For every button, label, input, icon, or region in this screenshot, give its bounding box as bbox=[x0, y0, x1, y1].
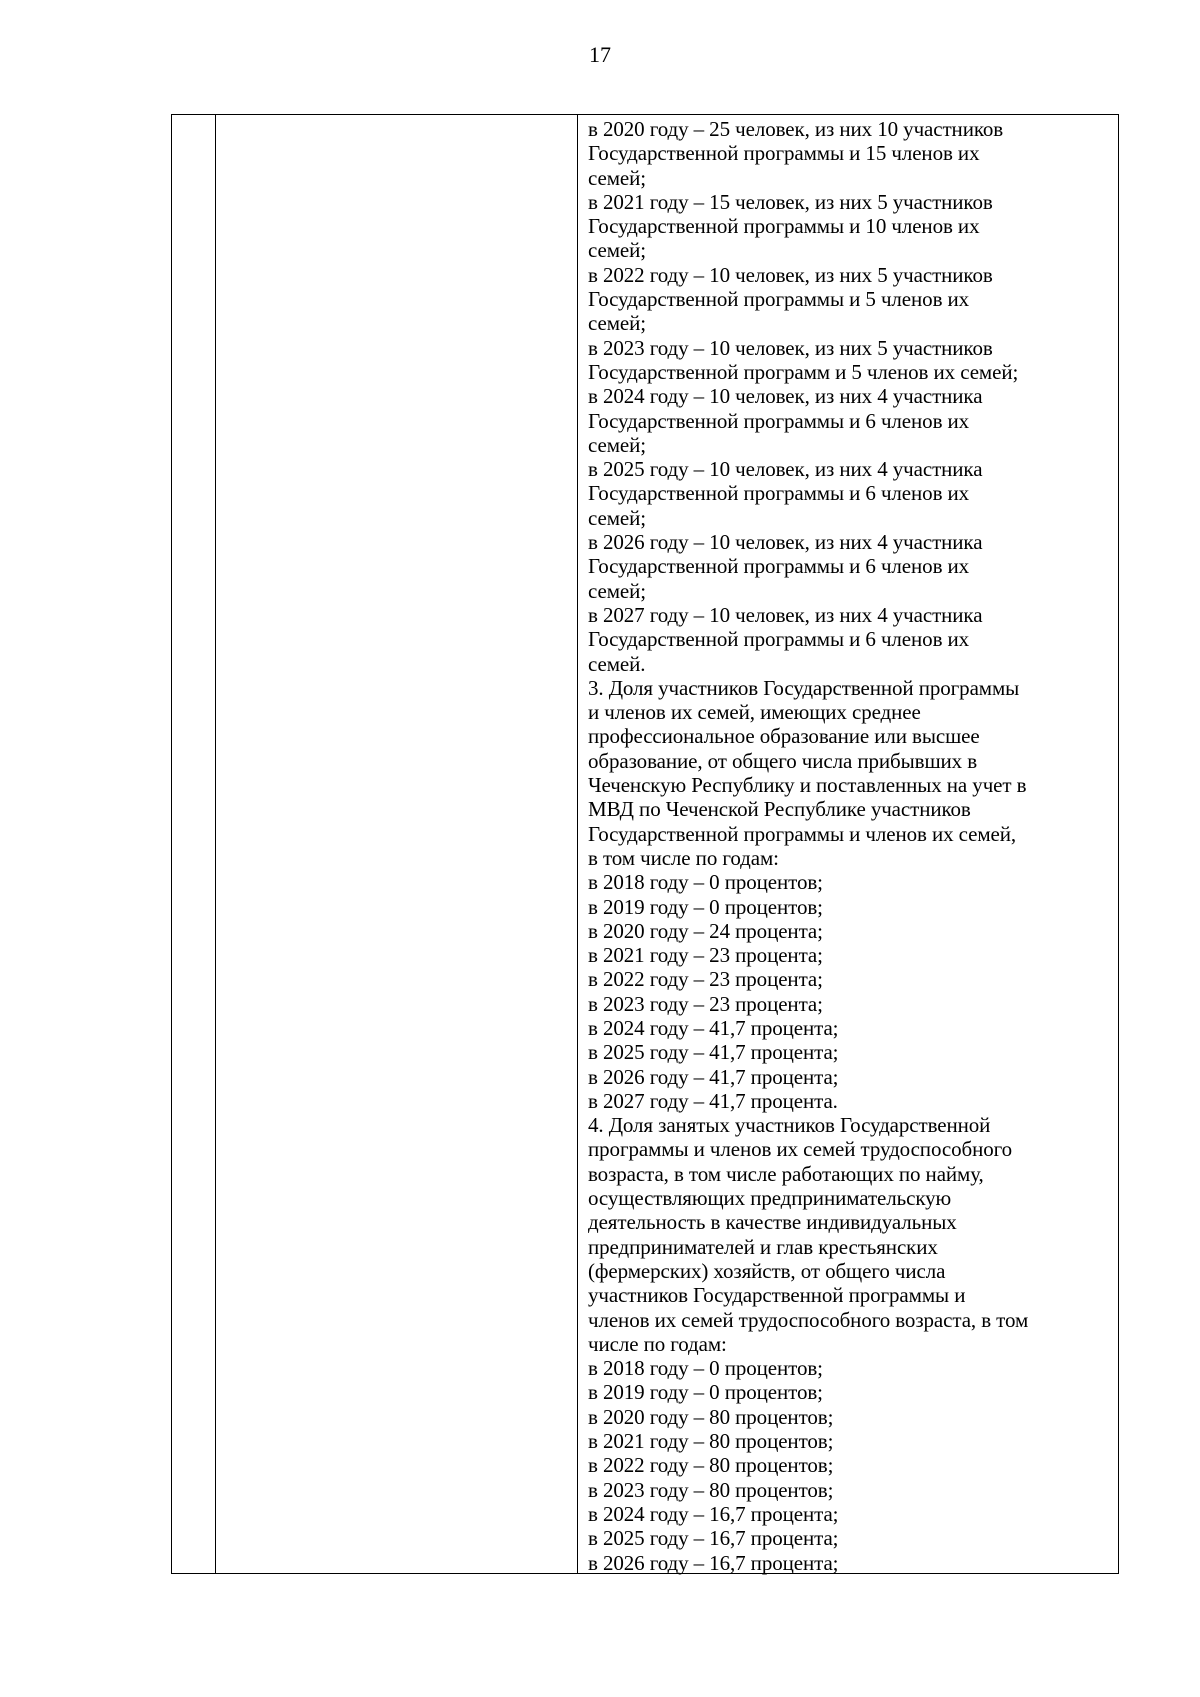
text-line: участников Государственной программы и bbox=[588, 1283, 966, 1308]
text-line: в 2020 году – 80 процентов; bbox=[588, 1404, 834, 1429]
text-line: Чеченскую Республику и поставленных на учет в bbox=[588, 773, 1027, 798]
text-line: в 2018 году – 0 процентов; bbox=[588, 870, 823, 895]
text-line: Государственной программы и 6 членов их bbox=[588, 481, 970, 506]
text-line: в 2021 году – 23 процента; bbox=[588, 943, 823, 968]
text-line: деятельность в качестве индивидуальных bbox=[588, 1210, 957, 1235]
text-line: осуществляющих предпринимательскую bbox=[588, 1186, 952, 1211]
text-line: в 2022 году – 10 человек, из них 5 участников bbox=[588, 262, 993, 287]
text-line: в 2025 году – 10 человек, из них 4 участника bbox=[588, 457, 983, 482]
table-column-divider-1 bbox=[215, 115, 216, 1573]
text-line: в 2026 году – 41,7 процента; bbox=[588, 1064, 839, 1089]
text-line: семей; bbox=[588, 165, 646, 190]
text-line: Государственной программ и 5 членов их семей; bbox=[588, 359, 1019, 384]
text-line: в 2020 году – 25 человек, из них 10 участников bbox=[588, 117, 1004, 141]
text-line: Государственной программы и 10 членов их bbox=[588, 214, 980, 239]
text-line: в 2025 году – 16,7 процента; bbox=[588, 1526, 839, 1551]
text-line: семей. bbox=[588, 651, 646, 676]
text-line: в 2026 году – 16,7 процента; bbox=[588, 1550, 839, 1575]
text-line: Государственной программы и 5 членов их bbox=[588, 287, 970, 312]
text-line: в 2024 году – 41,7 процента; bbox=[588, 1015, 839, 1040]
text-line: в 2027 году – 10 человек, из них 4 участника bbox=[588, 602, 983, 627]
text-line: в 2020 году – 24 процента; bbox=[588, 918, 823, 943]
document-table bbox=[171, 114, 1119, 1574]
text-line: семей; bbox=[588, 238, 646, 263]
text-line: в 2026 году – 10 человек, из них 4 участника bbox=[588, 530, 983, 555]
text-line: членов их семей трудоспособного возраста, в том bbox=[588, 1307, 1029, 1332]
text-line: в 2022 году – 23 процента; bbox=[588, 967, 823, 992]
text-line: числе по годам: bbox=[588, 1331, 727, 1356]
text-line: профессиональное образование или высшее bbox=[588, 724, 980, 749]
text-line: Государственной программы и 15 членов их bbox=[588, 141, 980, 166]
text-line: 3. Доля участников Государственной программы bbox=[588, 675, 1020, 700]
text-line: в 2023 году – 10 человек, из них 5 участников bbox=[588, 335, 993, 360]
text-line: в 2019 году – 0 процентов; bbox=[588, 894, 823, 919]
text-line: Государственной программы и 6 членов их bbox=[588, 554, 970, 579]
text-line: в 2025 году – 41,7 процента; bbox=[588, 1040, 839, 1065]
text-line: в 2023 году – 23 процента; bbox=[588, 991, 823, 1016]
text-line: в том числе по годам: bbox=[588, 845, 779, 870]
text-line: в 2023 году – 80 процентов; bbox=[588, 1477, 834, 1502]
text-line: семей; bbox=[588, 311, 646, 336]
text-line: Государственной программы и 6 членов их bbox=[588, 408, 970, 433]
text-line: семей; bbox=[588, 432, 646, 457]
text-line: образование, от общего числа прибывших в bbox=[588, 748, 978, 773]
text-line: предпринимателей и глав крестьянских bbox=[588, 1234, 938, 1259]
text-line: в 2021 году – 15 человек, из них 5 участников bbox=[588, 189, 993, 214]
text-line: семей; bbox=[588, 505, 646, 530]
text-line: Государственной программы и членов их семей, bbox=[588, 821, 1017, 846]
text-line: и членов их семей, имеющих среднее bbox=[588, 700, 921, 725]
text-line: в 2018 году – 0 процентов; bbox=[588, 1356, 823, 1381]
text-line: Государственной программы и 6 членов их bbox=[588, 627, 970, 652]
text-line: 4. Доля занятых участников Государственной bbox=[588, 1113, 991, 1138]
text-line: в 2019 году – 0 процентов; bbox=[588, 1380, 823, 1405]
text-line: в 2022 году – 80 процентов; bbox=[588, 1453, 834, 1478]
text-line: в 2024 году – 10 человек, из них 4 участника bbox=[588, 384, 983, 409]
text-line: МВД по Чеченской Республике участников bbox=[588, 797, 971, 822]
text-line: (фермерских) хозяйств, от общего числа bbox=[588, 1258, 946, 1283]
text-line: возраста, в том числе работающих по найму, bbox=[588, 1161, 984, 1186]
text-line: семей; bbox=[588, 578, 646, 603]
text-line: в 2021 году – 80 процентов; bbox=[588, 1429, 834, 1454]
indicator-values-cell bbox=[588, 117, 1116, 1575]
table-column-divider-2 bbox=[577, 115, 578, 1573]
text-line: в 2024 году – 16,7 процента; bbox=[588, 1501, 839, 1526]
text-line: в 2027 году – 41,7 процента. bbox=[588, 1088, 838, 1113]
text-line: программы и членов их семей трудоспособного bbox=[588, 1137, 1013, 1162]
page-number: 17 bbox=[589, 42, 611, 67]
